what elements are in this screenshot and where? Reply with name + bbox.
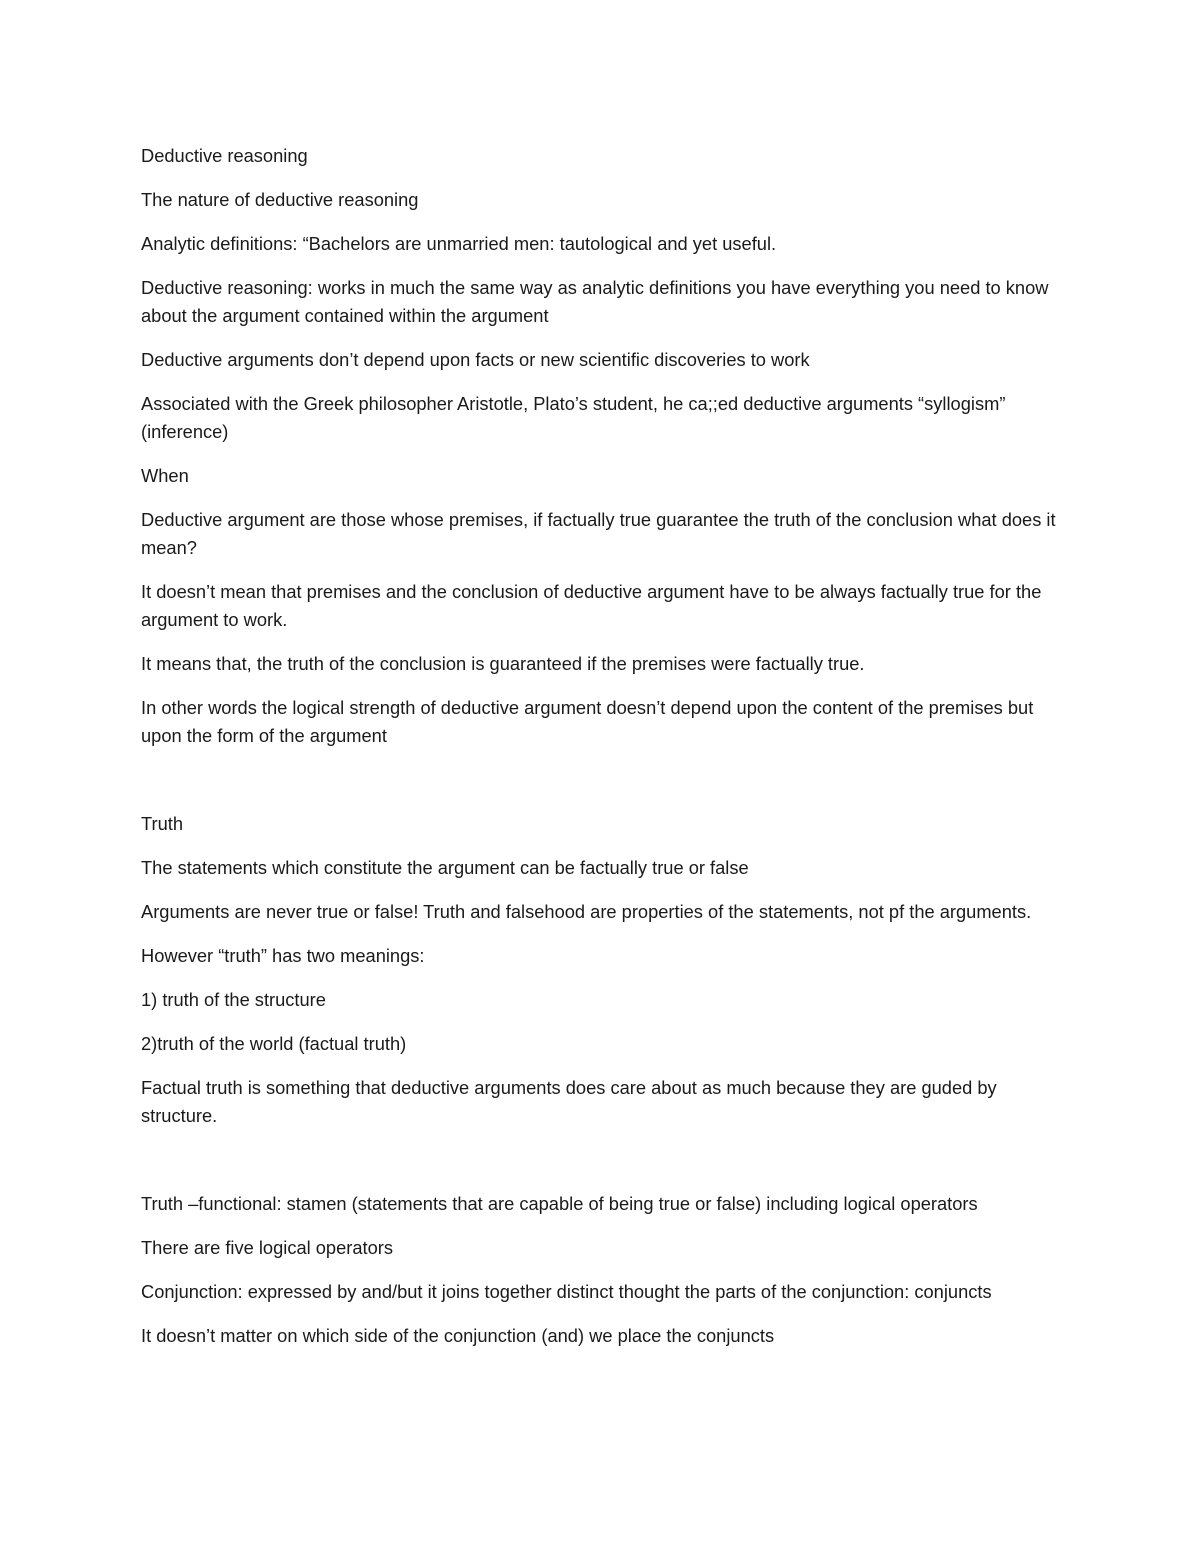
paragraph: It doesn’t matter on which side of the conjunction (and) we place the conjuncts [141,1325,775,1346]
paragraph: When [141,465,189,486]
paragraph: In other words the logical strength of deductive argument doesn’t depend upon the content of the premises but upon the form of the argument [141,697,1034,746]
blank-line [141,766,1066,810]
blank-line [141,1146,1066,1190]
list-item: 1) truth of the structure [141,989,326,1010]
paragraph: Analytic definitions: “Bachelors are unmarried men: tautological and yet useful. [141,233,777,254]
paragraph: There are five logical operators [141,1237,394,1258]
paragraph: Associated with the Greek philosopher Aristotle, Plato’s student, he ca;;ed deductive arguments “syllogism” (inference) [141,393,1006,442]
paragraph: It means that, the truth of the conclusion is guaranteed if the premises were factually true. [141,653,865,674]
paragraph: Deductive arguments don’t depend upon facts or new scientific discoveries to work [141,349,810,370]
heading-truth: Truth [141,813,183,834]
list-item: 2)truth of the world (factual truth) [141,1033,407,1054]
paragraph: Factual truth is something that deductive arguments does care about as much because they are guded by structure. [141,1077,997,1126]
document-body [141,142,1066,1366]
heading-deductive-reasoning: Deductive reasoning [141,145,308,166]
paragraph: The nature of deductive reasoning [141,189,419,210]
paragraph: Truth –functional: stamen (statements that are capable of being true or false) including logical operators [141,1193,978,1214]
paragraph: Deductive reasoning: works in much the same way as analytic definitions you have everything you need to know about the argument contained within the argument [141,277,1049,326]
paragraph: Arguments are never true or false! Truth and falsehood are properties of the statements, not pf the arguments. [141,901,1032,922]
paragraph: The statements which constitute the argument can be factually true or false [141,857,749,878]
paragraph: Conjunction: expressed by and/but it joins together distinct thought the parts of the conjunction: conjuncts [141,1281,992,1302]
paragraph: It doesn’t mean that premises and the conclusion of deductive argument have to be always factually true for the argument to work. [141,581,1042,630]
paragraph: Deductive argument are those whose premises, if factually true guarantee the truth of the conclusion what does it mean? [141,509,1056,558]
paragraph: However “truth” has two meanings: [141,945,425,966]
